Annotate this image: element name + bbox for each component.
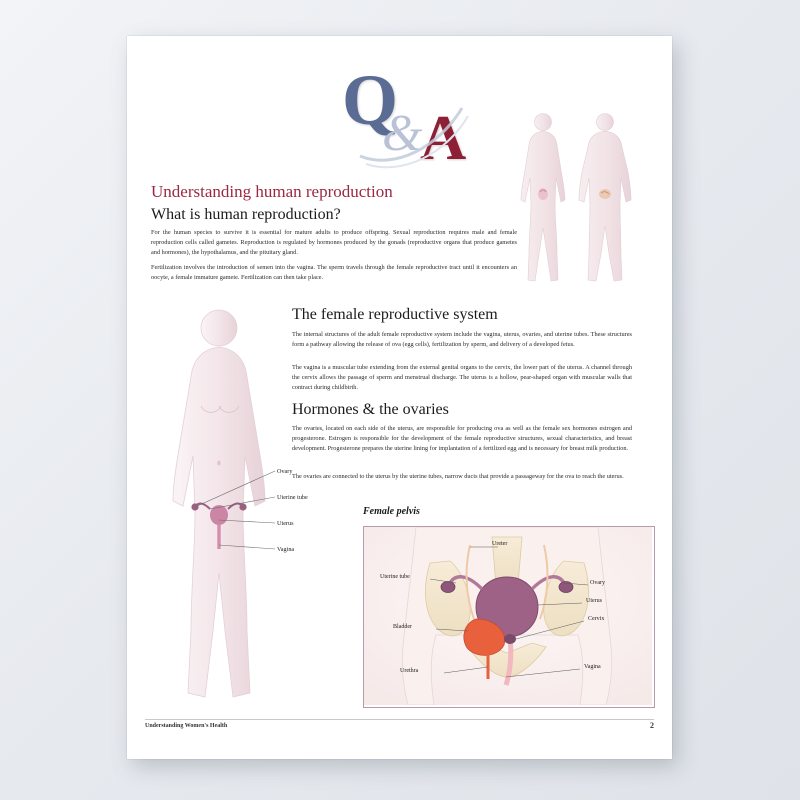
pelvis-label-urethra: Urethra — [400, 668, 419, 674]
pelvis-label-ureter: Ureter — [492, 541, 508, 547]
pelvis-label-uterine-tube: Uterine tube — [380, 574, 410, 580]
female-body-silhouette-icon — [173, 310, 265, 697]
callout-ovary: Ovary — [277, 468, 293, 475]
footer-page-number: 2 — [650, 721, 654, 730]
pelvis-label-ovary: Ovary — [590, 580, 605, 586]
paragraph-female-1: The internal structures of the adult female reproductive system include the vagina, uterus, ovaries, and uterine tubes. These structures form a pathway allowing the release of ova (egg cells), fertilization by sperm, and delivery of a developed fetus. — [292, 331, 632, 348]
female-body-diagram — [157, 301, 332, 726]
document-page — [127, 36, 672, 759]
paragraph-hormones-1: The ovaries, located on each side of the uterus, are responsible for producing ova as well as the female sex hormones estrogen and progesterone. Estrogen is responsible for the development of the female reproductive structures, sexual characteristics, and breast development. Progesterone prepares the uterine lining for implantation of a fertilized egg and is necessary for breast milk production. — [292, 425, 632, 452]
figure-caption-female-pelvis: Female pelvis — [363, 506, 420, 517]
logo-ampersand: & — [382, 105, 423, 162]
paragraph-hormones-2: The ovaries are connected to the uterus by the uterine tubes, narrow ducts that provide a passageway for the ova to reach the uterus. — [292, 473, 624, 480]
footer-book-title: Understanding Women's Health — [145, 723, 228, 729]
page-title: Understanding human reproduction — [151, 182, 393, 201]
male-silhouette-icon — [579, 114, 631, 282]
callout-uterine-tube: Uterine tube — [277, 494, 308, 501]
female-pelvis-figure — [363, 526, 655, 708]
female-silhouette-icon — [521, 114, 565, 282]
paragraph-intro-2: Fertilization involves the introduction of semen into the vagina. The sperm travels through the female reproductive tract until it encounters an oocyte, a female immature gamete. Fertilization can then take place. — [151, 264, 517, 281]
pelvis-label-bladder: Bladder — [393, 624, 412, 630]
section-heading-hormones: Hormones & the ovaries — [292, 401, 449, 418]
logo-letter-q: Q — [342, 60, 399, 140]
section-heading-female-system: The female reproductive system — [292, 306, 498, 323]
logo-swoosh-icon — [342, 60, 472, 174]
callout-uterus: Uterus — [277, 520, 294, 527]
callout-vagina: Vagina — [277, 546, 295, 553]
logo-letter-a: A — [420, 102, 467, 173]
pelvis-label-cervix: Cervix — [588, 616, 605, 622]
qa-logo — [342, 60, 472, 174]
paragraph-female-2: The vagina is a muscular tube extending from the external genital organs to the cervix, the lower part of the uterus. A channel through the cervix allows the passage of sperm and menstrual discharge. The uterus is a hollow, pear-shaped organ with muscular walls that contract during childbirth. — [292, 364, 632, 391]
pelvis-label-vagina: Vagina — [584, 664, 601, 670]
paragraph-intro-1: For the human species to survive it is essential for mature adults to produce offspring. Sexual reproduction requires male and female reproduction cells called gametes. Reproduction is regulated by hormones produced by the gonads (reproductive organs that produce gametes and hormones), the hypothalamus, and the pituitary gland. — [151, 229, 517, 256]
pelvis-illustration-icon — [364, 527, 652, 705]
pelvis-label-uterus: Uterus — [586, 598, 602, 604]
section-heading-what-is: What is human reproduction? — [151, 206, 341, 223]
footer-divider — [145, 719, 654, 720]
body-silhouette-pair — [505, 108, 650, 293]
